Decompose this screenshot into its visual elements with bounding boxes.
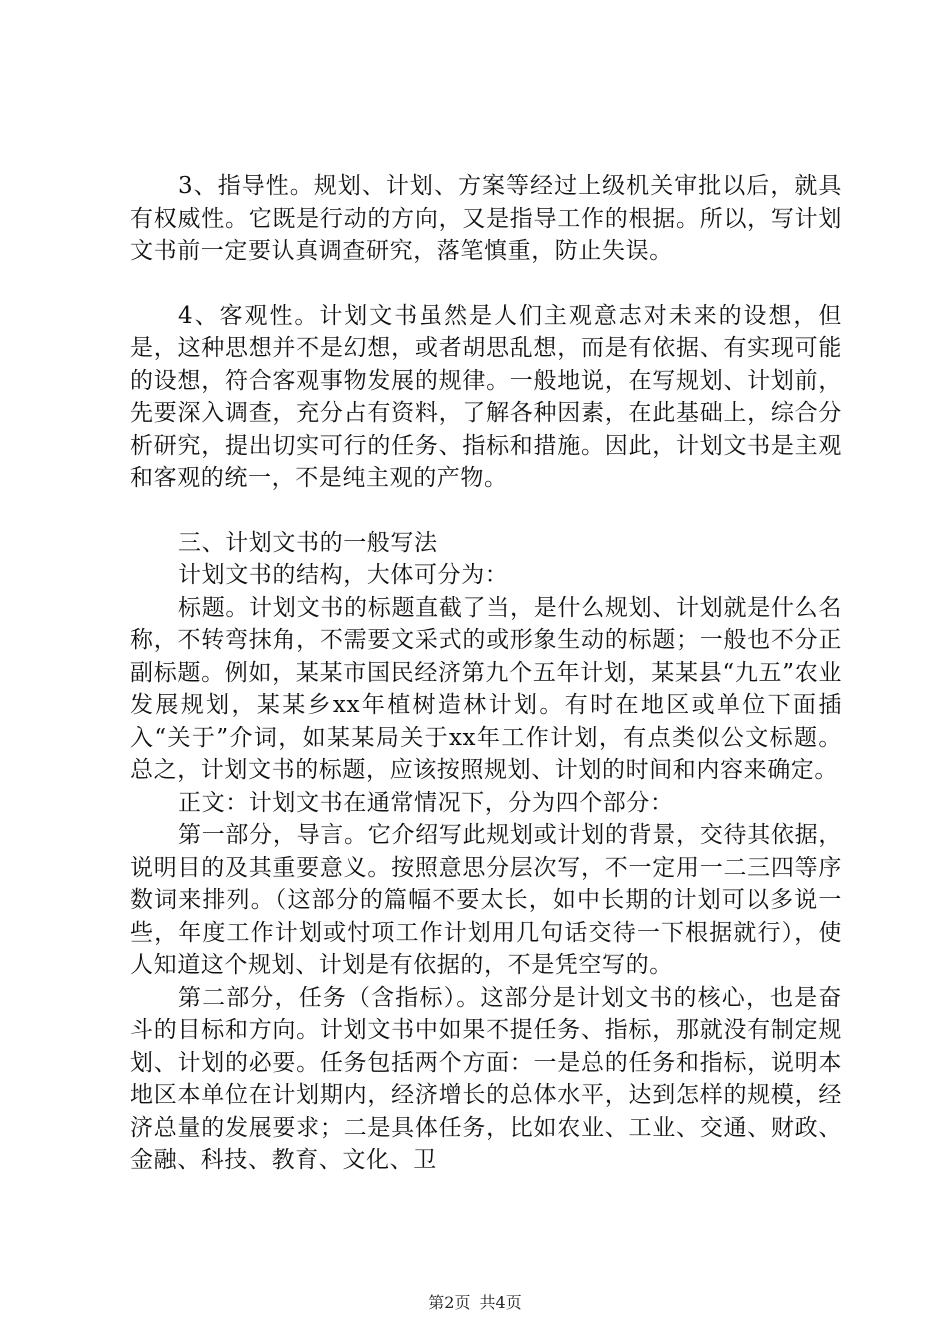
- paragraph-objectivity: 4、客观性。计划文书虽然是人们主观意志对未来的设想，但是，这种思想并不是幻想，或者胡思乱想，而是有依据、有实现可能的设想，符合客观事物发展的规律。一般地说，在写规划、计划前，先要深入调查，充分占有资料，了解各种因素，在此基础上，综合分析研究，提出切实可行的任务、指标和措施。因此，计划文书是主观和客观的统一，不是纯主观的产物。: [130, 302, 842, 491]
- paragraph-structure-intro: 计划文书的结构，大体可分为：: [178, 562, 509, 588]
- paragraph-guidance: 3、指导性。规划、计划、方案等经过上级机关审批以后，就具有权威性。它既是行动的方向，又是指导工作的根据。所以，写计划文书前一定要认真调查研究，落笔慎重，防止失误。: [130, 173, 842, 264]
- paragraph-body-intro: 正文：计划文书在通常情况下，分为四个部分：: [178, 789, 674, 816]
- section-heading: 三、计划文书的一般写法: [178, 529, 438, 556]
- document-body: [130, 170, 842, 1177]
- page-footer: [0, 1290, 950, 1313]
- page-total: 共4页: [479, 1293, 522, 1312]
- page-number: 第2页: [428, 1293, 471, 1312]
- paragraph-part-one: 第一部分，导言。它介绍写此规划或计划的背景，交待其依据，说明目的及其重要意义。按照意思分层次写，不一定用一二三四等序数词来排列。（这部分的篇幅不要太长，如中长期的计划可以多说一些，年度工作计划或忖项工作计划用几句话交待一下根据就行），使人知道这个规划、计划是有依据的，不是凭空写的。: [130, 822, 842, 978]
- paragraph-title: 标题。计划文书的标题直截了当，是什么规划、计划就是什么名称，不转弯抹角，不需要文采式的或形象生动的标题；一般也不分正副标题。例如，某某市国民经济第九个五年计划，某某县“九五”农业发展规划，某某乡xx年植树造林计划。有时在地区或单位下面插入“关于”介词，如某某局关于xx年工作计划，有点类似公文标题。总之，计划文书的标题，应该按照规划、计划的时间和内容来确定。: [130, 594, 842, 783]
- paragraph-part-two: 第二部分，任务（含指标）。这部分是计划文书的核心，也是奋斗的目标和方向。计划文书中如果不提任务、指标，那就没有制定规划、计划的必要。任务包括两个方面：一是总的任务和指标，说明本地区本单位在计划期内，经济增长的总体水平，达到怎样的规模，经济总量的发展要求；二是具体任务，比如农业、工业、交通、财政、金融、科技、教育、文化、卫: [130, 984, 842, 1173]
